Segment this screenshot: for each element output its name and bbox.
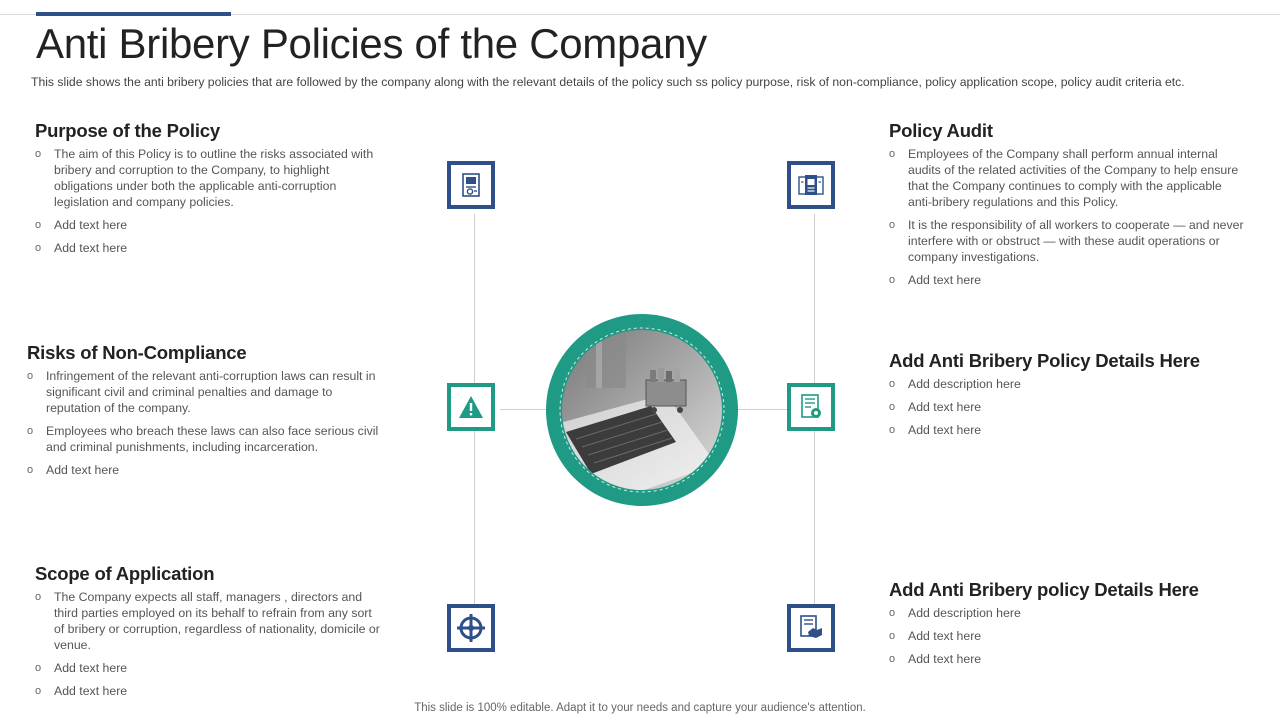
scope-heading: Scope of Application	[35, 563, 215, 584]
warning-icon	[457, 394, 485, 420]
bullet-icon: o	[35, 662, 42, 674]
handshake-document-icon	[799, 615, 823, 641]
bullet-icon: o	[889, 653, 896, 665]
scope-section	[35, 563, 385, 706]
risks-icon-box	[447, 383, 495, 431]
list-item	[35, 683, 385, 699]
bullet-icon: o	[889, 148, 896, 160]
list-item-text: Employees who breach these laws can also face serious civil and criminal punishments, including incarceration.	[46, 424, 379, 454]
bullet-icon: o	[35, 685, 42, 697]
audit-icon-box	[787, 161, 835, 209]
bullet-icon: o	[27, 370, 34, 382]
list-item-text: Add text here	[46, 463, 120, 477]
list-item	[35, 146, 385, 210]
details1-icon-box	[787, 383, 835, 431]
bullet-icon: o	[889, 378, 896, 390]
list-item-text: Add text here	[54, 241, 128, 255]
connector-right-horizontal	[734, 409, 790, 410]
bullet-icon: o	[889, 219, 896, 231]
details1-list	[889, 376, 1249, 438]
details1-heading: Add Anti Bribery Policy Details Here	[889, 350, 1200, 371]
audit-section	[889, 120, 1249, 295]
list-item-text: The aim of this Policy is to outline the risks associated with bribery and corruption to the Company, to highlight obligations under both the applicable anti-corruption legislation and company policies.	[54, 147, 374, 209]
details2-list	[889, 605, 1249, 667]
list-item-text: Employees of the Company shall perform annual internal audits of the related activities of the Company to help ensure that the Company continues to comply with the applicable anti-bribery regulations and this Policy.	[908, 147, 1239, 209]
bullet-icon: o	[35, 591, 42, 603]
list-item-text: Add text here	[908, 273, 982, 287]
details2-icon-box	[787, 604, 835, 652]
bullet-icon: o	[889, 607, 896, 619]
list-item-text: Add text here	[54, 661, 128, 675]
list-item-text: Add description here	[908, 377, 1021, 391]
list-item	[889, 272, 1249, 288]
list-item-text: Add text here	[54, 684, 128, 698]
connector-left-horizontal	[500, 409, 550, 410]
details2-section	[889, 579, 1249, 674]
list-item-text: Infringement of the relevant anti-corruption laws can result in significant civil and criminal penalties and damage to reputation of the company.	[46, 369, 376, 415]
bullet-icon: o	[35, 242, 42, 254]
list-item	[889, 399, 1249, 415]
list-item-text: Add text here	[908, 629, 982, 643]
policy-document-icon	[460, 173, 482, 197]
details1-section	[889, 350, 1249, 445]
title-accent-bar	[36, 12, 231, 16]
list-item	[27, 462, 385, 478]
scope-icon-box	[447, 604, 495, 652]
purpose-heading: Purpose of the Policy	[35, 120, 220, 141]
center-photo-ring	[546, 314, 738, 506]
bullet-icon: o	[27, 425, 34, 437]
purpose-section	[35, 120, 385, 263]
list-item	[27, 423, 385, 455]
list-item	[889, 422, 1249, 438]
list-item-text: Add text here	[908, 652, 982, 666]
bullet-icon: o	[889, 424, 896, 436]
list-item	[35, 240, 385, 256]
risks-section	[27, 342, 385, 485]
list-item	[889, 605, 1249, 621]
audit-heading: Policy Audit	[889, 120, 993, 141]
scope-list	[35, 589, 385, 699]
list-item	[889, 651, 1249, 667]
list-item-text: Add text here	[54, 218, 128, 232]
list-item	[35, 217, 385, 233]
list-item	[889, 376, 1249, 392]
list-item-text: Add text here	[908, 423, 982, 437]
list-item-text: Add description here	[908, 606, 1021, 620]
laptop-shopping-cart-photo	[546, 314, 738, 506]
list-item-text: Add text here	[908, 400, 982, 414]
details2-heading: Add Anti Bribery policy Details Here	[889, 579, 1199, 600]
target-icon	[456, 613, 486, 643]
list-item	[889, 217, 1249, 265]
page-title: Anti Bribery Policies of the Company	[36, 20, 707, 67]
purpose-icon-box	[447, 161, 495, 209]
bullet-icon: o	[889, 401, 896, 413]
list-item	[35, 660, 385, 676]
list-item	[889, 146, 1249, 210]
audit-list	[889, 146, 1249, 288]
bullet-icon: o	[889, 630, 896, 642]
list-item	[27, 368, 385, 416]
bullet-icon: o	[27, 464, 34, 476]
purpose-list	[35, 146, 385, 256]
audit-report-icon	[798, 174, 824, 196]
page-subtitle: This slide shows the anti bribery policies that are followed by the company along with the relevant details of the policy such ss policy purpose, risk of non-compliance, policy application scope, policy audit criteria etc.	[31, 75, 1185, 89]
list-item-text: It is the responsibility of all workers to cooperate — and never interfere with or obstruct — with these audit operations or company investigations.	[908, 218, 1244, 264]
footer-note: This slide is 100% editable. Adapt it to your needs and capture your audience's attention.	[414, 702, 866, 714]
bullet-icon: o	[889, 274, 896, 286]
bullet-icon: o	[35, 148, 42, 160]
bullet-icon: o	[35, 219, 42, 231]
policy-certificate-icon	[799, 394, 823, 420]
list-item	[35, 589, 385, 653]
risks-list	[27, 368, 385, 478]
list-item	[889, 628, 1249, 644]
risks-heading: Risks of Non-Compliance	[27, 342, 247, 363]
list-item-text: The Company expects all staff, managers , directors and third parties employed on its behalf to refrain from any sort of bribery or corruption, regardless of nationality, domicile or venue.	[54, 590, 380, 652]
